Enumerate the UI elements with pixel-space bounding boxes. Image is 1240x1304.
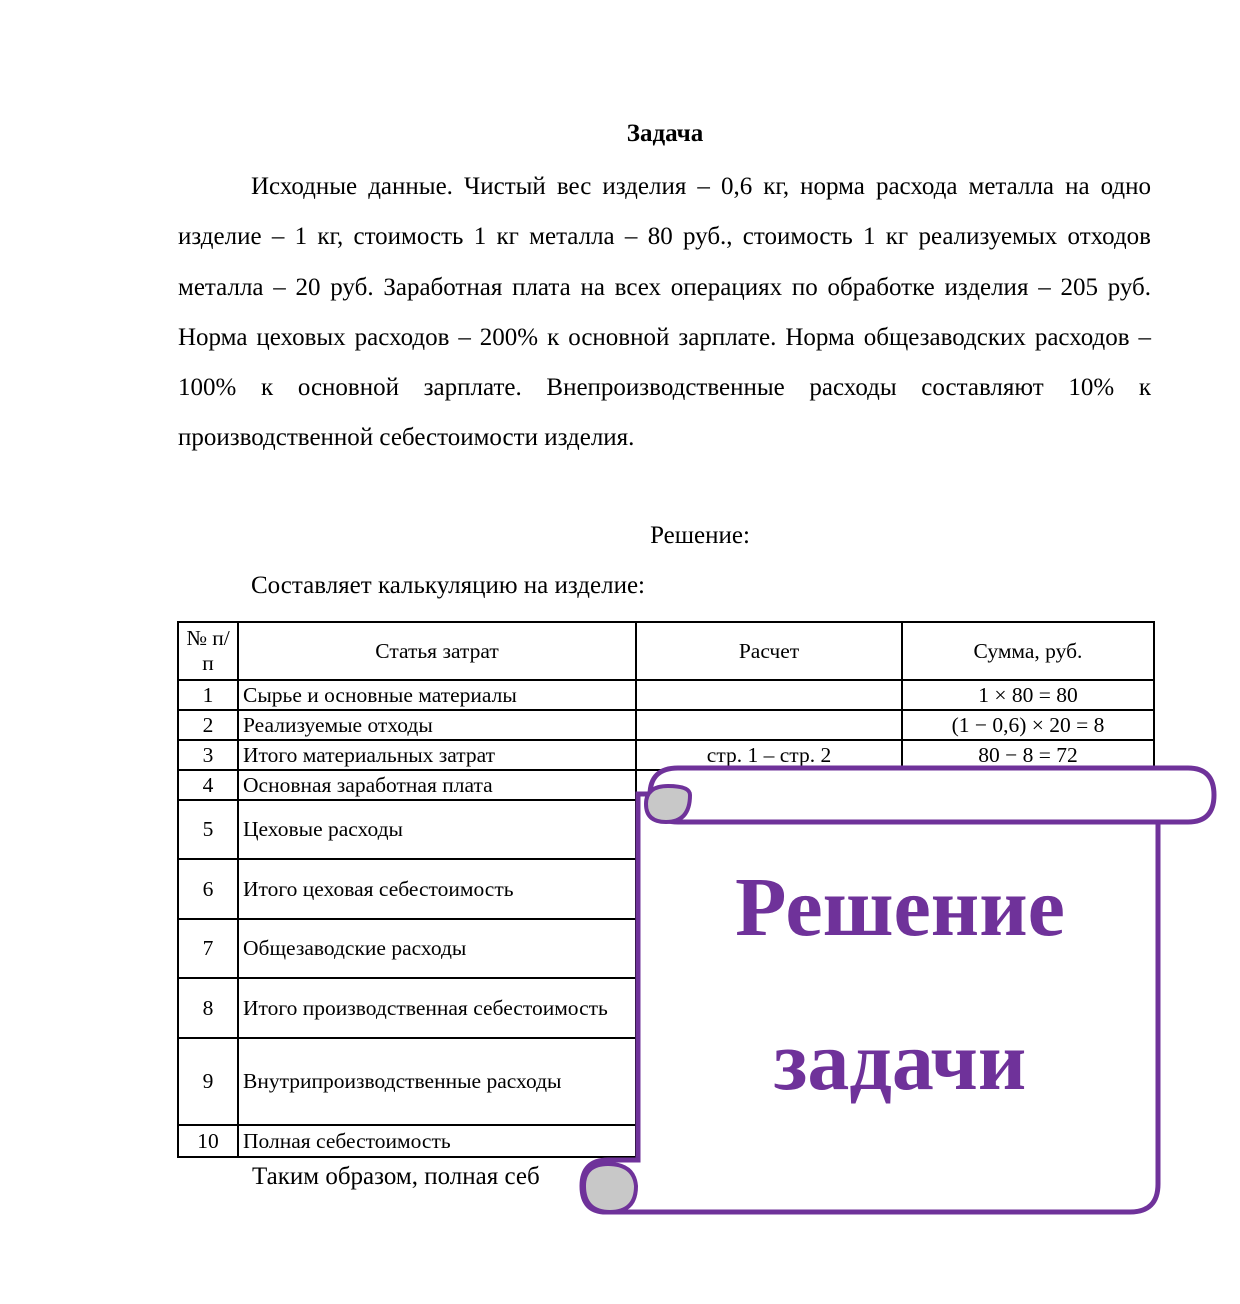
scroll-top-curl bbox=[646, 786, 690, 822]
table-header-row bbox=[178, 622, 1154, 680]
row-num: 1 bbox=[178, 680, 238, 710]
header-calc: Расчет bbox=[636, 622, 902, 680]
task-paragraph: Исходные данные. Чистый вес изделия – 0,6 кг, норма расхода металла на одно изделие – 1 кг, стоимость 1 кг металла – 80 руб., стоимость 1 кг реализуемых отходов металла – 20 руб. Заработная плата на всех операциях по обработке изделия – 205 руб. Норма цеховых расходов – 200% к основной зарплате. Норма общезаводских расходов – 100% к основной зарплате. Внепроизводственные расходы составляют 10% к производственной себестоимости изделия. bbox=[178, 173, 1151, 452]
row-sum: (1 − 0,6) × 20 = 8 bbox=[902, 710, 1154, 740]
solution-label: Решение: bbox=[650, 522, 750, 549]
row-num: 8 bbox=[178, 978, 238, 1038]
table-row bbox=[178, 710, 1154, 740]
row-item: Итого производственная себестоимость bbox=[238, 978, 636, 1038]
row-num: 9 bbox=[178, 1038, 238, 1125]
row-item: Цеховые расходы bbox=[238, 800, 636, 859]
row-item: Сырье и основные материалы bbox=[238, 680, 636, 710]
row-num: 10 bbox=[178, 1125, 238, 1157]
header-item: Статья затрат bbox=[238, 622, 636, 680]
row-calc bbox=[636, 710, 902, 740]
row-item: Общезаводские расходы bbox=[238, 919, 636, 978]
row-num: 3 bbox=[178, 740, 238, 770]
row-sum: 1 × 80 = 80 bbox=[902, 680, 1154, 710]
row-item: Итого цеховая себестоимость bbox=[238, 859, 636, 919]
row-num: 7 bbox=[178, 919, 238, 978]
row-item: Полная себестоимость bbox=[238, 1125, 636, 1157]
row-num: 4 bbox=[178, 770, 238, 800]
row-num: 6 bbox=[178, 859, 238, 919]
row-item: Итого материальных затрат bbox=[238, 740, 636, 770]
scroll-body bbox=[582, 794, 1158, 1212]
header-sum: Сумма, руб. bbox=[902, 622, 1154, 680]
task-title: Задача bbox=[626, 120, 704, 147]
row-item: Основная заработная плата bbox=[238, 770, 636, 800]
scroll-bottom-curl bbox=[584, 1164, 636, 1212]
stamp-title-line1: Решение bbox=[735, 861, 1065, 954]
row-sum: 80 − 8 = 72 bbox=[902, 740, 1154, 770]
row-calc bbox=[636, 680, 902, 710]
calculation-intro: Составляет калькуляцию на изделие: bbox=[251, 572, 645, 599]
table-row bbox=[178, 680, 1154, 710]
stamp-title-line2: задачи bbox=[773, 1015, 1027, 1108]
row-num: 2 bbox=[178, 710, 238, 740]
row-item: Внутрипроизводственные расходы bbox=[238, 1038, 636, 1125]
scroll-top-roll bbox=[650, 768, 1214, 822]
row-calc: стр. 1 – стр. 2 bbox=[636, 740, 902, 770]
header-num: № п/п bbox=[178, 622, 238, 680]
conclusion-text: Таким образом, полная себ bbox=[252, 1163, 540, 1190]
row-item: Реализуемые отходы bbox=[238, 710, 636, 740]
row-num: 5 bbox=[178, 800, 238, 859]
scroll-stamp-icon bbox=[578, 764, 1218, 1219]
